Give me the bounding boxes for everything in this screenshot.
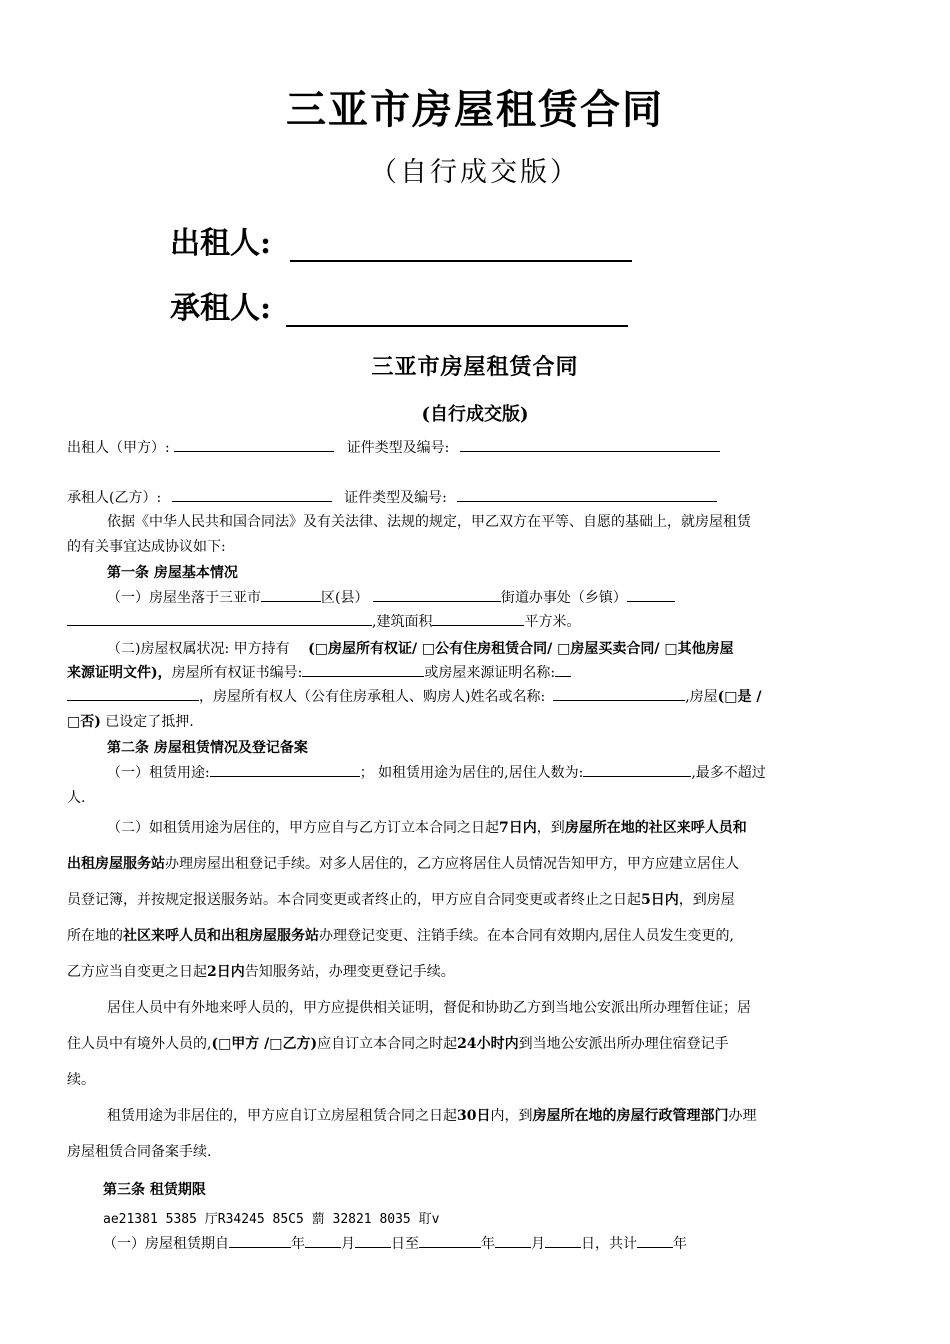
street-field[interactable] [373, 587, 501, 602]
cover-lessee-label: 承租人: [170, 291, 272, 326]
intro-line-2: 的有关事宜达成协议如下: [67, 539, 226, 555]
end-day-field[interactable] [545, 1233, 581, 1248]
owner-field-start[interactable] [67, 686, 199, 701]
article-1-p2-line2: 来源证明文件)，房屋所有权证书编号: 或房屋来源证明名称: [67, 662, 571, 682]
inner-subtitle: (自行成交版) [421, 404, 529, 425]
article-2-p2-line4: 所在地的社区来呼人员和出租房屋服务站办理登记变更、注销手续。在本合同有效期内,居住人员发生变更的, [67, 928, 734, 944]
source-doc-field[interactable] [555, 662, 571, 677]
article-3-heading: 第三条 租赁期限 [103, 1182, 206, 1198]
article-1-p2-line1: （二)房屋权属状况: 甲方持有 (□房屋所有权证/ □公有住房租赁合同/ □房屋买卖合同/ □其他房屋 [107, 641, 734, 657]
area-field[interactable] [432, 611, 524, 626]
start-year-field[interactable] [229, 1233, 291, 1248]
article-3-p1-line1: （一）房屋租赁期自 年 月 日至 年 月 日，共计 年 [103, 1233, 687, 1253]
end-year-field[interactable] [419, 1233, 481, 1248]
township-field[interactable] [627, 587, 675, 602]
start-month-field[interactable] [305, 1233, 341, 1248]
end-month-field[interactable] [495, 1233, 531, 1248]
party-a-name-field[interactable] [174, 437, 334, 452]
article-2-heading: 第二条 房屋租赁情况及登记备案 [107, 740, 308, 756]
party-a-row [67, 437, 720, 457]
party-a-label: 出租人（甲方）: [67, 440, 170, 456]
article-1-p1-line2: ,建筑面积 平方米。 [67, 611, 580, 631]
party-a-id-label: 证件类型及编号: [346, 440, 450, 456]
article-2-p2-line2: 出租房屋服务站办理房屋出租登记手续。对多人居住的，乙方应将居住人员情况告知甲方，甲方应建立居住人 [67, 856, 739, 872]
article-1-p2-line4: □否) 已设定了抵押. [67, 714, 194, 730]
district-field[interactable] [261, 587, 321, 602]
owner-name-field[interactable] [553, 686, 685, 701]
intro-line-1: 依据《中华人民共和国合同法》及有关法律、法规的规定，甲乙双方在平等、自愿的基础上，就房屋租赁 [107, 514, 751, 530]
article-1-p2-line3: ，房屋所有权人（公有住房承租人、购房人)姓名或名称: ,房屋(□是 / [67, 686, 761, 706]
article-2-p1-line1: （一）租赁用途: ； 如租赁用途为居住的,居住人数为: ,最多不超过 [107, 762, 766, 782]
article-2-p1-line2: 人. [67, 790, 86, 806]
usage-field[interactable] [210, 762, 360, 777]
cert-number-field[interactable] [302, 662, 424, 677]
cover-lessor [170, 218, 632, 262]
article-2-p4-line2: 房屋租赁合同备案手续. [67, 1144, 212, 1160]
party-b-row [67, 487, 717, 507]
party-b-label: 承租人(乙方）: [67, 490, 162, 506]
article-3-noise-line: ae21381 5385 厅R34245 85C5 藅 32821 8035 耵v [103, 1212, 440, 1227]
total-years-field[interactable] [637, 1233, 673, 1248]
document-title: 三亚市房屋租赁合同 [286, 86, 664, 133]
article-2-p2-line5: 乙方应当自变更之日起2日内告知服务站，办理变更登记手续。 [67, 964, 455, 980]
cover-lessee [170, 283, 628, 327]
party-b-id-field[interactable] [457, 487, 717, 502]
article-2-p3-line3: 续。 [67, 1072, 95, 1088]
article-2-p3-line2: 住人员中有境外人员的,(□甲方 /□乙方)应自订立本合同之时起24小时内到当地公安派出所办理住宿登记手 [67, 1036, 729, 1052]
party-a-id-field[interactable] [460, 437, 720, 452]
party-b-id-label: 证件类型及编号: [344, 490, 447, 506]
document-subtitle: （自行成交版） [370, 157, 580, 188]
inner-title: 三亚市房屋租赁合同 [371, 354, 579, 380]
article-1-p1-line1: （一）房屋坐落于三亚市 区(县） 街道办事处（乡镇） [107, 587, 675, 607]
start-day-field[interactable] [355, 1233, 391, 1248]
article-2-p2-line1: （二）如租赁用途为居住的，甲方应自与乙方订立本合同之日起7日内，到房屋所在地的社区来呼人员和 [107, 820, 747, 836]
cover-lessor-label: 出租人: [170, 226, 272, 261]
address-field[interactable] [67, 611, 372, 626]
article-1-heading: 第一条 房屋基本情况 [107, 565, 238, 581]
cover-lessor-line[interactable] [290, 232, 632, 262]
cover-lessee-line[interactable] [286, 297, 628, 327]
resident-count-field[interactable] [583, 762, 691, 777]
article-2-p2-line3: 员登记簿，并按规定报送服务站。本合同变更或者终止的，甲方应自合同变更或者终止之日起5日内，到房屋 [67, 892, 735, 908]
party-b-name-field[interactable] [172, 487, 332, 502]
article-2-p4-line1: 租赁用途为非居住的，甲方应自订立房屋租赁合同之日起30日内，到房屋所在地的房屋行政管理部门办理 [107, 1108, 757, 1124]
article-2-p3-line1: 居住人员中有外地来呼人员的，甲方应提供相关证明，督促和协助乙方到当地公安派出所办理暂住证；居 [107, 1000, 751, 1016]
